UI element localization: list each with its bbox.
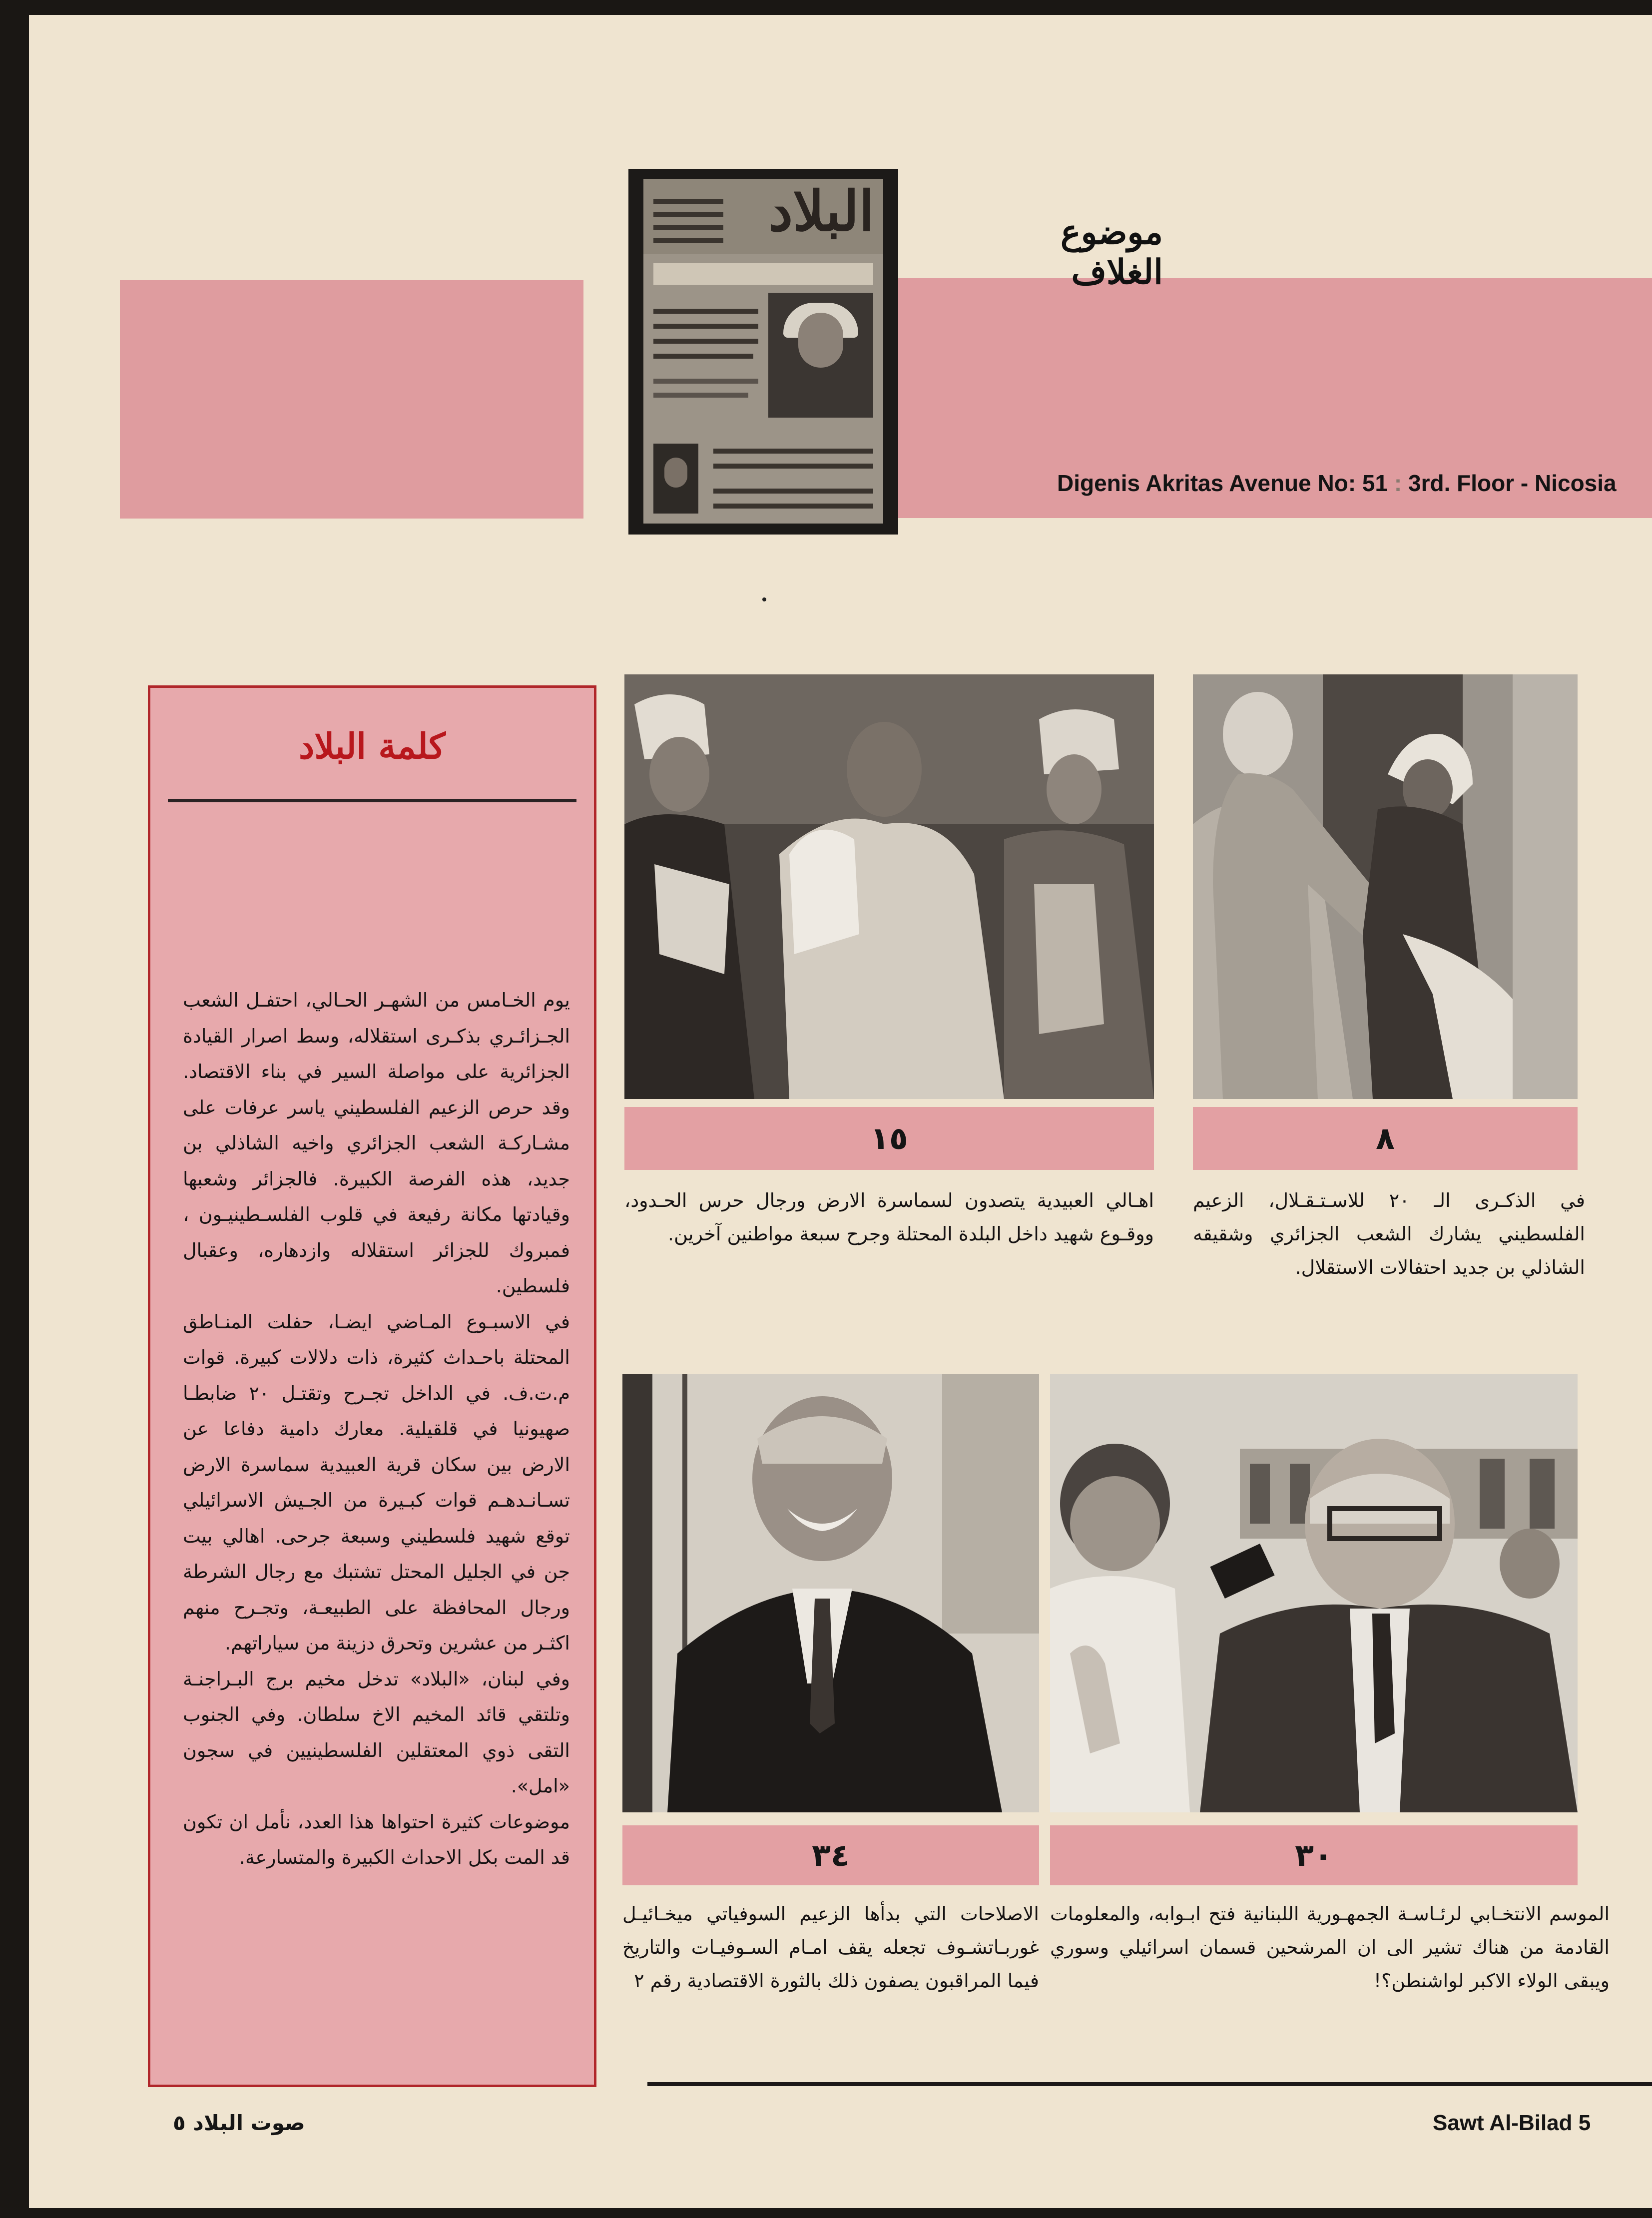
cover-text-line [713, 449, 873, 454]
cover-headline-strip [653, 263, 873, 285]
cover-text-line [713, 464, 873, 469]
header-band-left [120, 280, 583, 519]
footer-arabic: صوت البلاد ٥ [173, 2111, 305, 2135]
story-caption: الاصلاحات التي بدأها الزعيم السوفياتي ميخـائيـل غوربـاتشـوف تجعله يقف امـام السـوفيـات والتاريخ فيما المراقبون يصفون ذلك بالثورة الاقتصادية رقم ٢ [622, 1903, 1039, 1992]
cover-text-line [653, 379, 758, 384]
footer-folio: Sawt Al-Bilad 5 [1433, 2111, 1591, 2135]
photo-arafat-chadli [1193, 674, 1578, 1099]
photo-lebanese-candidate [1050, 1374, 1578, 1812]
cover-image [643, 179, 883, 524]
print-dot [762, 597, 766, 601]
magazine-page [29, 15, 1652, 2208]
cover-small-photo [653, 444, 698, 514]
story-caption: في الذكـرى الـ ٢٠ للاسـتـقـلال، الزعيم الفلسطيني يشارك الشعب الجزائري وشقيقه الشاذلي بن جديد احتفالات الاستقلال. [1193, 1189, 1586, 1278]
publisher-address [1057, 470, 1617, 497]
cover-text-line [713, 504, 873, 509]
cover-text-line [713, 489, 873, 494]
story-number-bar [1050, 1825, 1578, 1885]
face-shape [798, 313, 843, 368]
editorial-paragraph: يوم الخـامس من الشهـر الحـالي، احتفـل الشعب الجـزائـري بذكـرى استقلاله، وسط اصرار القيادة الجزائرية على مواصلة السير في بناء الاقتصاد. وقد حرص الزعيم الفلسطيني ياسر عرفات على مشـاركـة الشعب الجزائري واخيه الشاذلي بن جديد، هذه الفرصة الكبيرة. فالجزائر وشعبها وقيادتها مكانة رفيعة في قلوب الفلسـطينيـون ، فمبروك للجزائر استقلاله وازدهاره، وعقبال فلسطين. [183, 989, 570, 1297]
story-number: ٣٠ [1295, 1837, 1333, 1873]
editorial-text [183, 983, 570, 1876]
cover-text-line [653, 324, 758, 329]
cover-text-line [653, 339, 758, 344]
photo-obeidiya-villagers [624, 674, 1154, 1099]
story-caption: اهـالي العبيدية يتصدون لسماسرة الارض ورجال حرس الحـدود، ووقـوع شهيد داخل البلدة المحتلة وجرح سبعة مواطنين آخرين. [624, 1189, 1154, 1245]
editorial-box [148, 685, 596, 2087]
cover-text-line [653, 199, 723, 204]
cover-masthead: البلاد [768, 179, 874, 243]
editorial-paragraph: وفي لبنان، «البلاد» تدخل مخيم برج البـراجنـة وتلتقي قائد المخيم الاخ سلطان. وفي الجنوب التقى ذوي المعتقلين الفلسطينيين في سجون «امل». [183, 1667, 570, 1797]
cover-text-line [653, 354, 753, 359]
address-street: Digenis Akritas Avenue No: 51 [1057, 470, 1388, 496]
bottom-rule [647, 2082, 1652, 2086]
editorial-rule [168, 799, 576, 802]
story-number: ٣٤ [812, 1837, 850, 1873]
cover-thumbnail [628, 169, 898, 535]
cover-text-line [653, 393, 748, 398]
address-separator: : [1394, 470, 1402, 496]
cover-text-line [653, 309, 758, 314]
cover-text-line [653, 225, 723, 230]
story-number: ٨ [1376, 1120, 1395, 1156]
cover-text-line [653, 238, 723, 243]
story-number-bar [624, 1107, 1154, 1170]
story-number: ١٥ [870, 1120, 908, 1156]
story-number-bar [622, 1825, 1039, 1885]
address-floor: 3rd. Floor - Nicosia [1408, 470, 1617, 496]
story-number-bar [1193, 1107, 1578, 1170]
section-title: موضوع الغلاف [1061, 212, 1163, 292]
cover-masthead-area [643, 179, 883, 254]
story-caption: الموسم الانتخـابي لرئـاسـة الجمهـورية اللبنانية فتح ابـوابه، والمعلومات القادمة من هناك تشير الى ان المرشحين قسمان اسرائيلي وسوري ويبقى الولاء الاكبر لواشنطن؟! [1050, 1903, 1610, 1992]
cover-text-line [653, 212, 723, 217]
editorial-paragraph: موضوعات كثيرة احتواها هذا العدد، نأمل ان تكون قد المت بكل الاحداث الكبيرة والمتسارعة. [183, 1810, 570, 1868]
cover-photo [768, 293, 873, 418]
editorial-title: كلمة البلاد [299, 725, 446, 767]
photo-gorbachev [622, 1374, 1039, 1812]
editorial-paragraph: في الاسبـوع المـاضي ايضـا، حفلت المنـاطق المحتلة باحـداث كثيرة، ذات دلالات كبيرة. قوات م.ت.ف. في الداخل تجـرح وتقتـل ٢٠ ضابطـا صهيونيا في قلقيلية. معارك دامية دفاعا عن الارض بين سكان قرية العبيدية سماسرة الارض تسـانـدهـم قوات كبـيرة من الجـيش الاسرائيلي توقع شهيد فلسطيني وسبعة جرحى. اهالي بيت جن في الجليل المحتل تشتبك مع رجال الشرطة ورجال المحافظة على الطبيعـة، وتجـرح منهم اكثـر من عشرين وتحرق دزينة من سياراتهم. [183, 1310, 570, 1654]
